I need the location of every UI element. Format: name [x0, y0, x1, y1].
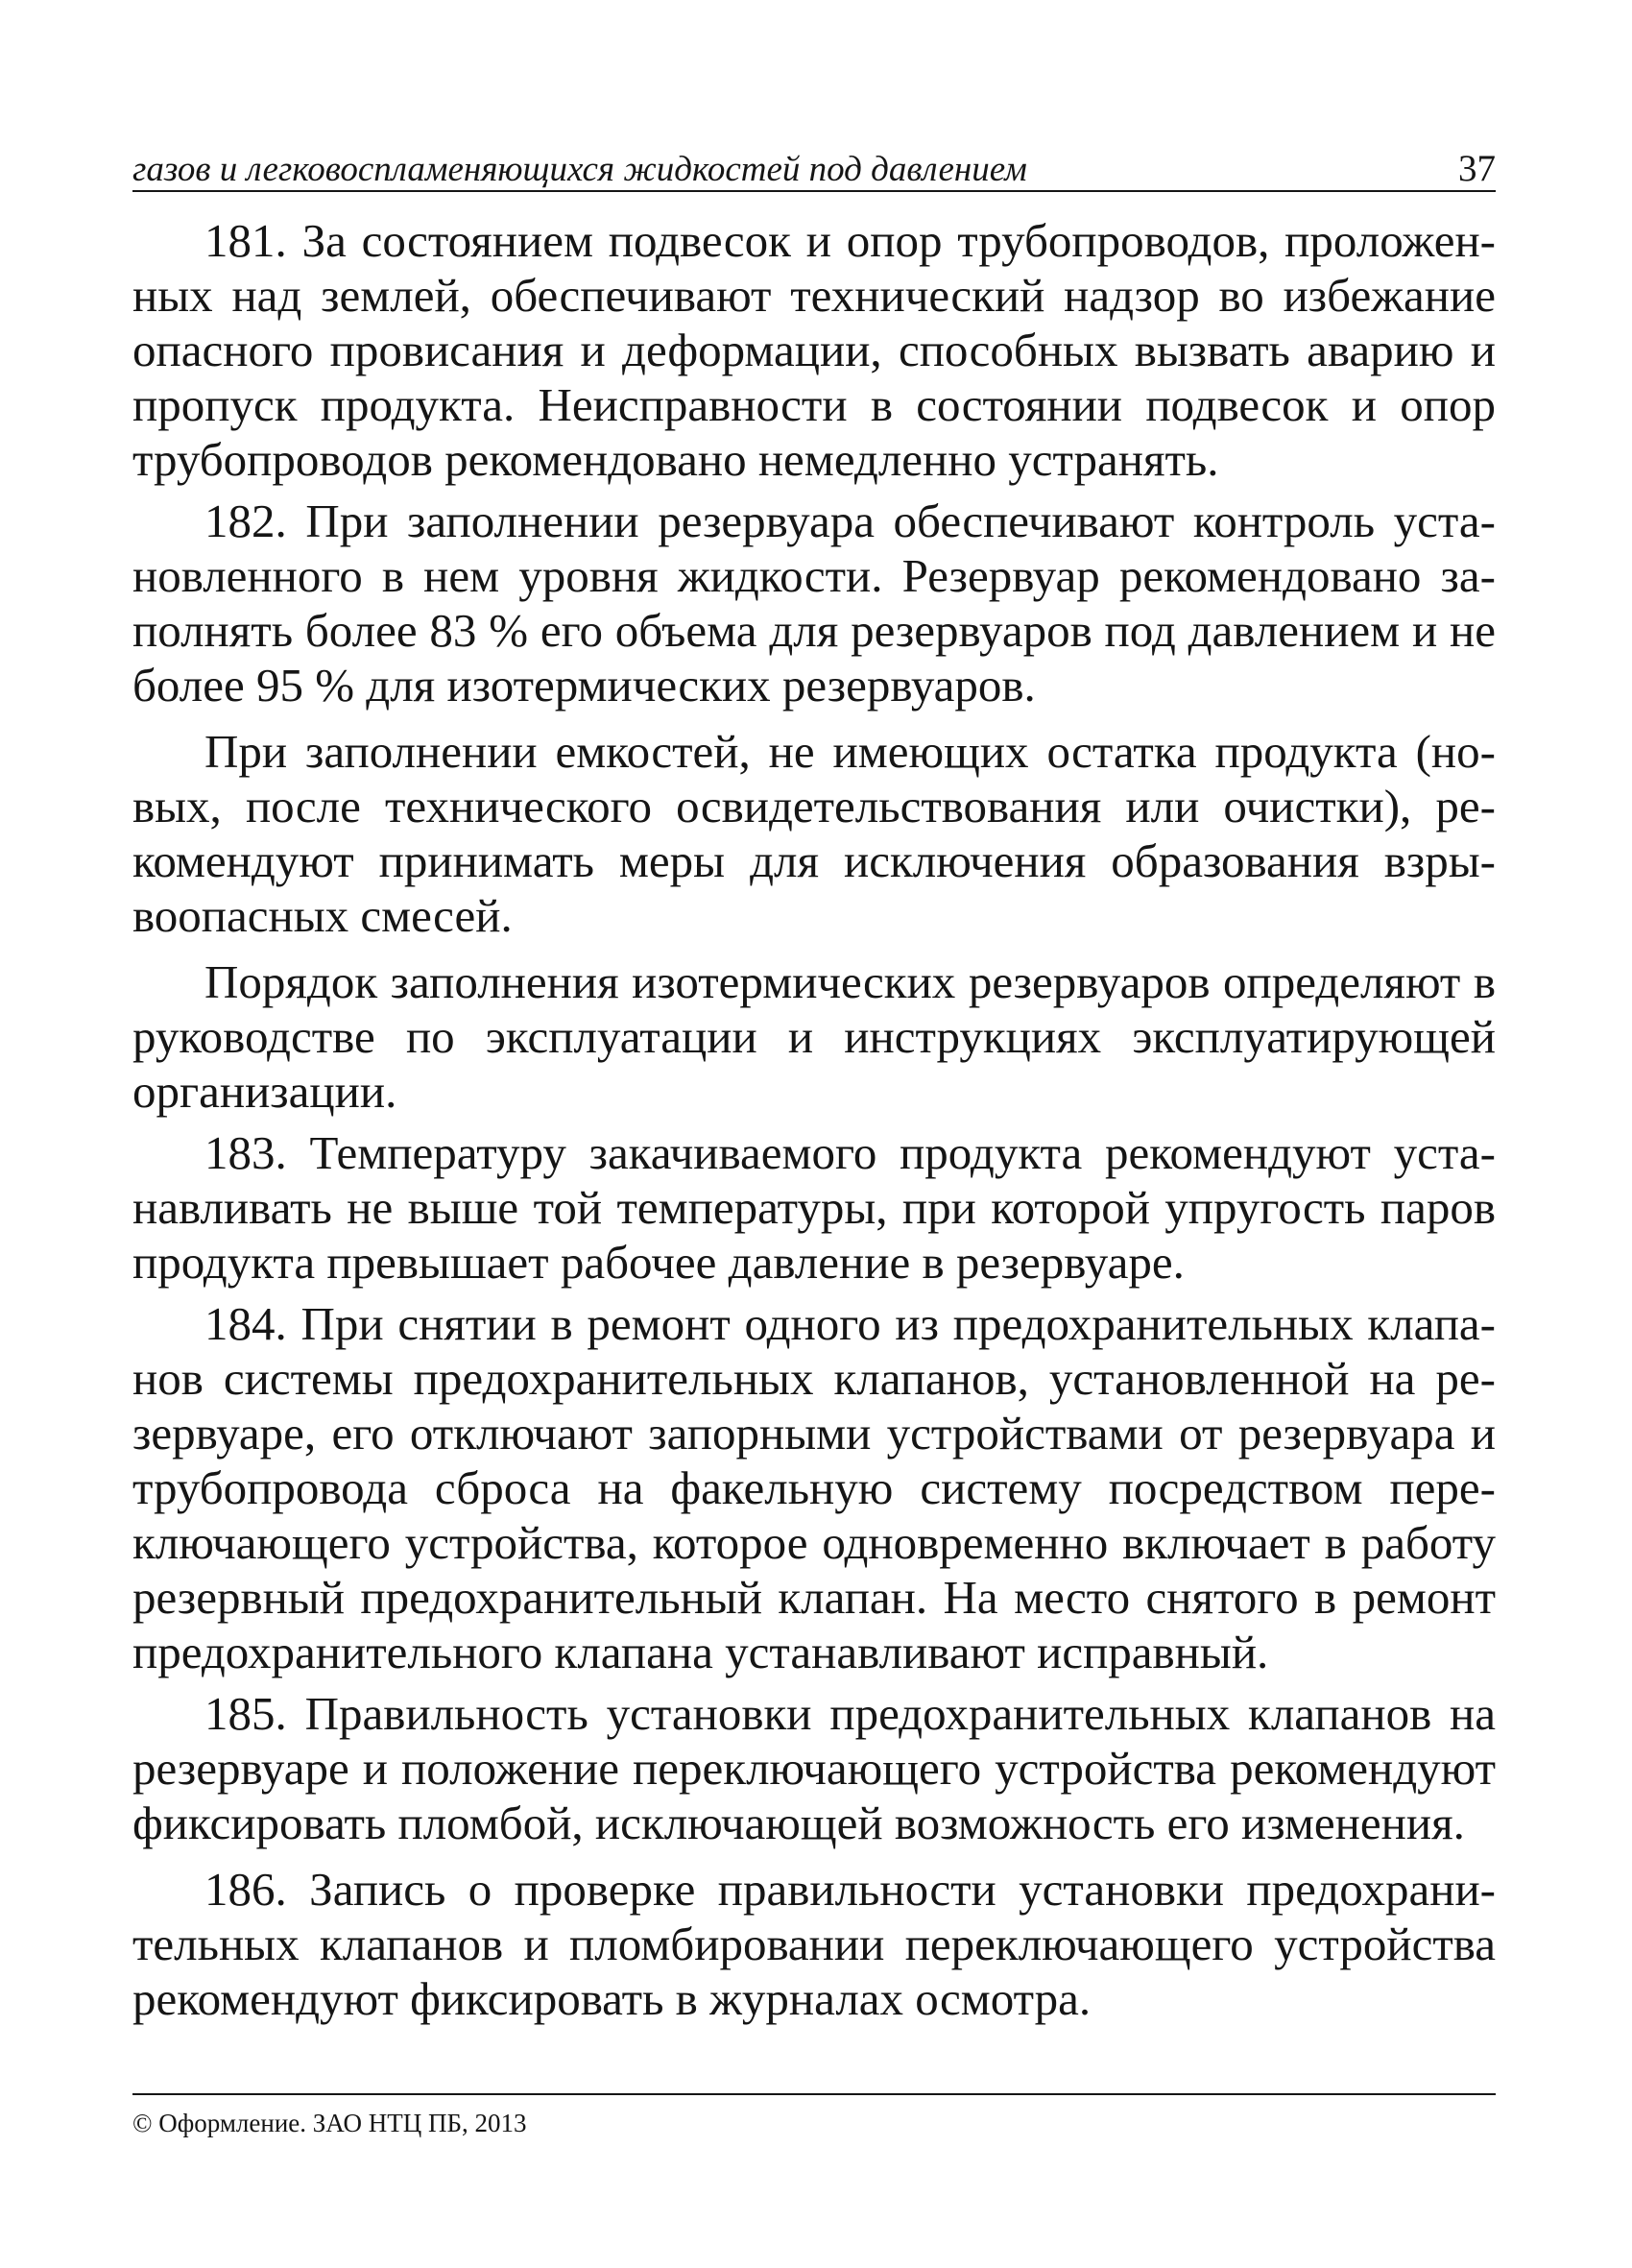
paragraph-182: 182. При заполнении резервуара обеспечивают контроль установленного в нем уровня жидкости. Резервуар рекомендовано заполнять более 83 % его объема для резервуаров под давлением и не более 95 % для изотермических резервуаров.: [132, 495, 1496, 712]
body-text: [132, 213, 1496, 2033]
running-title: газов и легковоспламеняющихся жидкостей под давлением: [132, 150, 1027, 189]
page-header: [132, 142, 1496, 192]
page-number: 37: [1458, 148, 1496, 189]
paragraph-185: 185. Правильность установки предохранительных клапанов на резервуаре и положение переключающего устройства рекомендуют фиксировать пломбой, исключающей возможность его изменения.: [132, 1687, 1496, 1849]
paragraph-181: 181. За состоянием подвесок и опор трубопроводов, проложенных над землей, обеспечивают технический надзор во избежание опасного провисания и деформации, способных вызвать аварию и пропуск продукта. Неисправности в состоянии подвесок и опор трубопроводов рекомендовано немедленно устранять.: [132, 214, 1496, 486]
paragraph-183: 183. Температуру закачиваемого продукта рекомендуют устанавливать не выше той температуры, при которой упругость паров продукта превышает рабочее давление в резервуаре.: [132, 1126, 1496, 1289]
paragraph-184: 184. При снятии в ремонт одного из предохранительных клапанов системы предохранительных клапанов, установленной на резервуаре, его отключают запорными устройствами от резервуара и трубопровода сброса на факельную систему посредством переключающего устройства, которое одновременно включает в работу резервный предохранительный клапан. На место снятого в ремонт предохранительного клапана устанавливают исправный.: [132, 1297, 1496, 1678]
page-footer: [132, 2093, 1496, 2136]
paragraph-186: 186. Запись о проверке правильности установки предохранительных клапанов и пломбировании переключающего устройства рекомендуют фиксировать в журналах осмотра.: [132, 1863, 1496, 2025]
paragraph-filling-order: Порядок заполнения изотермических резервуаров определяют в руководстве по эксплуатации и инструкциях эксплуатирующей организации.: [132, 955, 1496, 1118]
copyright-notice: © Оформление. ЗАО НТЦ ПБ, 2013: [132, 2109, 527, 2137]
paragraph-filling-tanks: При заполнении емкостей, не имеющих остатка продукта (новых, после технического освидетельствования или очистки), рекомендуют принимать меры для исключения образования взрывоопасных смесей.: [132, 725, 1496, 942]
